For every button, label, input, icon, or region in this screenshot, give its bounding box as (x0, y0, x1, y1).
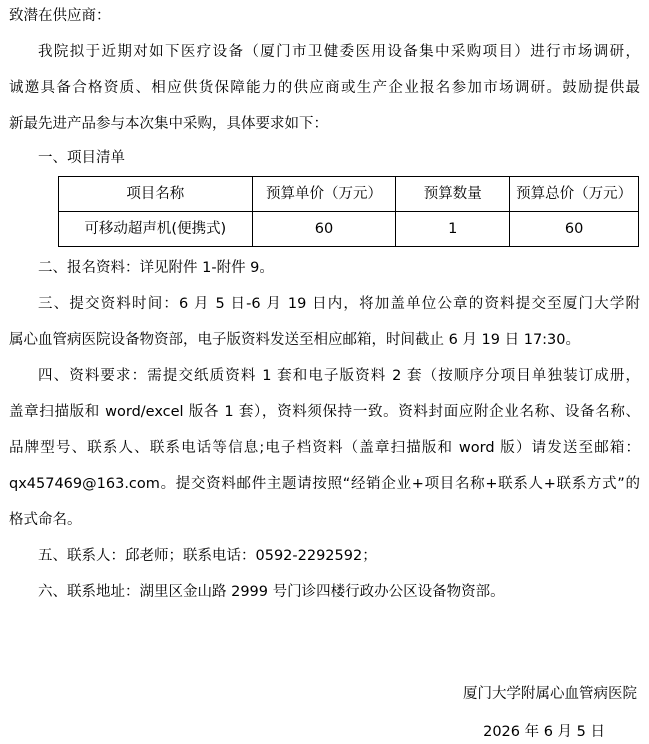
header-total-budget: 预算总价（万元） (510, 177, 639, 212)
project-list-table (58, 176, 639, 247)
table-header-row (59, 177, 639, 212)
header-quantity: 预算数量 (396, 177, 510, 212)
section-3-line-1: 三、提交资料时间：6 月 5 日-6 月 19 日内，将加盖单位公章的资料提交至厦门大学附 (38, 296, 640, 312)
section-1-title: 一、项目清单 (38, 150, 125, 166)
intro-line-1: 我院拟于近期对如下医疗设备（厦门市卫健委医用设备集中采购项目）进行市场调研， (38, 44, 640, 60)
section-4-line-2: 盖章扫描版和 word/excel 版各 1 套），资料须保持一致。资料封面应附企业名称、设备名称、 (9, 404, 640, 420)
cell-total-budget: 60 (510, 212, 639, 247)
header-unit-budget: 预算单价（万元） (252, 177, 396, 212)
signature-date: 2026 年 6 月 5 日 (483, 724, 605, 740)
cell-unit-budget: 60 (252, 212, 396, 247)
intro-line-2: 诚邀具备合格资质、相应供货保障能力的供应商或生产企业报名参加市场调研。鼓励提供最 (9, 80, 640, 96)
salutation: 致潜在供应商： (9, 8, 111, 24)
section-4-line-5: 格式命名。 (9, 512, 82, 528)
table-row (59, 212, 639, 247)
section-2: 二、报名资料：详见附件 1-附件 9。 (38, 260, 274, 276)
section-6-address: 六、联系地址：湖里区金山路 2999 号门诊四楼行政办公区设备物资部。 (38, 584, 505, 600)
intro-line-3: 新最先进产品参与本次集中采购，具体要求如下： (9, 116, 328, 132)
signature-organization: 厦门大学附属心血管病医院 (463, 686, 637, 702)
header-project-name: 项目名称 (59, 177, 253, 212)
section-3-line-2: 属心血管病医院设备物资部，电子版资料发送至相应邮箱，时间截止 6 月 19 日 17:30。 (9, 332, 581, 348)
section-4-line-3: 品牌型号、联系人、联系电话等信息;电子档资料（盖章扫描版和 word 版）请发送至邮箱： (9, 440, 640, 456)
cell-project-name: 可移动超声机(便携式) (59, 212, 253, 247)
section-4-line-4: qx457469@163.com。提交资料邮件主题请按照“经销企业+项目名称+联系人+联系方式”的 (9, 476, 640, 492)
section-4-line-1: 四、资料要求：需提交纸质资料 1 套和电子版资料 2 套（按顺序分项目单独装订成册， (38, 368, 640, 384)
section-5-contact: 五、联系人：邱老师；联系电话：0592-2292592； (38, 548, 377, 564)
cell-quantity: 1 (396, 212, 510, 247)
